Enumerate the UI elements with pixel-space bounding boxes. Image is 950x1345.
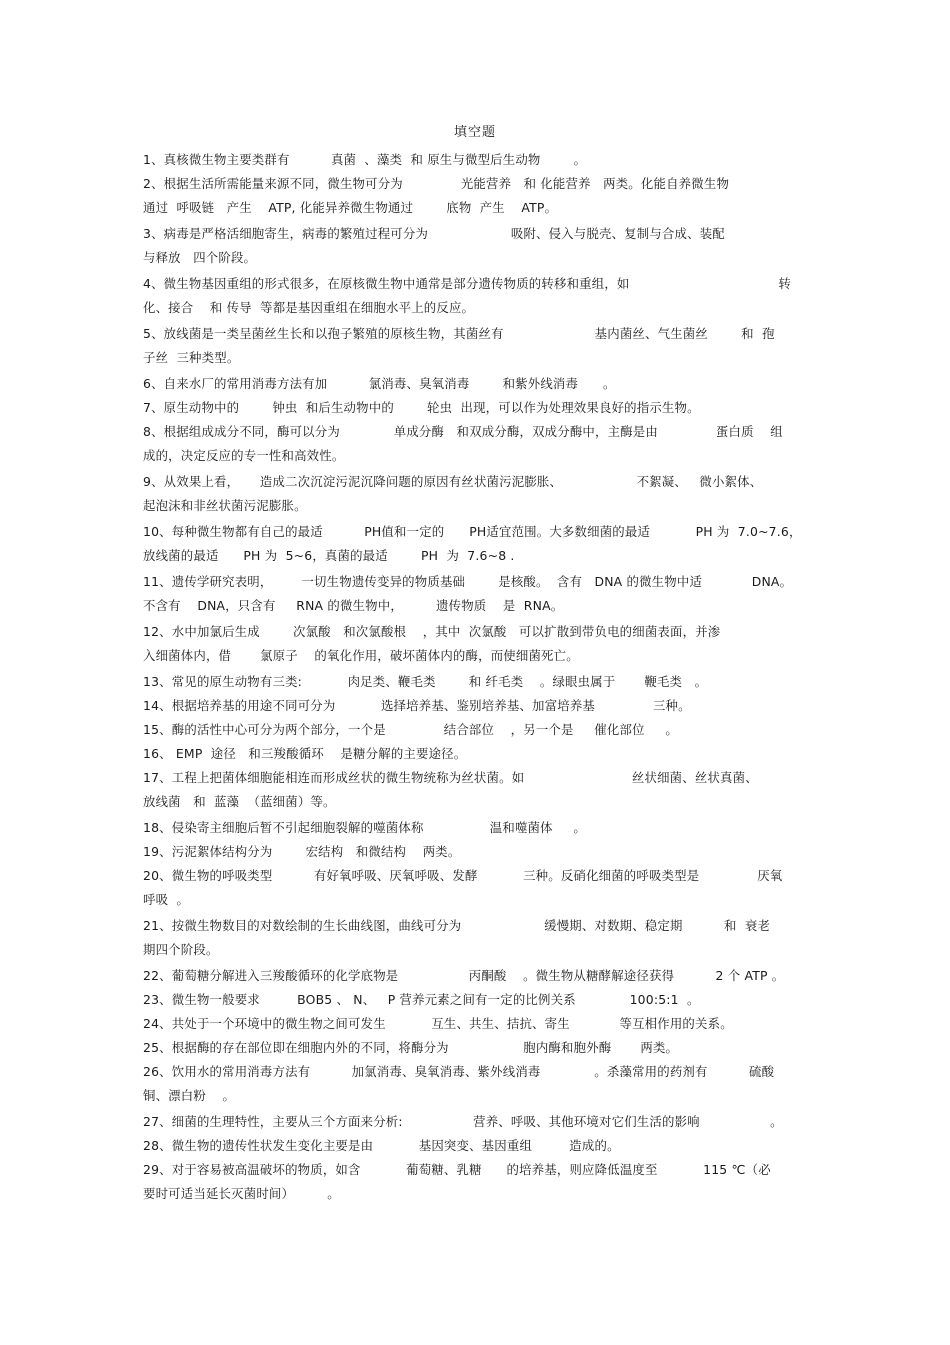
question-item-16: 16、 EMP 途径 和三羧酸循环 是糖分解的主要途径。	[143, 746, 467, 761]
question-item-28: 28、微生物的遗传性状发生变化主要是由 基因突变、基因重组 造成的。	[143, 1138, 620, 1153]
question-item-3: 3、病毒是严格活细胞寄生，病毒的繁殖过程可分为 吸附、侵入与脱壳、复制与合成、装配 与释放 四个阶段。	[143, 226, 725, 265]
question-item-17: 17、工程上把菌体细胞能相连而形成丝状的微生物统称为丝状菌。如 丝状细菌、丝状真菌、 放线菌 和 蓝藻 （蓝细菌）等。	[143, 770, 758, 809]
question-item-4: 4、微生物基因重组的形式很多，在原核微生物中通常是部分遗传物质的转移和重组，如 转 化、接合 和 传导 等都是基因重组在细胞水平上的反应。	[143, 276, 792, 315]
question-item-10: 10、每种微生物都有自己的最适 PH值和一定的 PH适宜范围。大多数细菌的最适 PH 为 7.0~7.6， 放线菌的最适 PH 为 5~6，真菌的最适 PH 为 7.6~8 .	[143, 524, 802, 563]
question-item-13: 13、常见的原生动物有三类: 肉足类、鞭毛类 和 纤毛类 。绿眼虫属于 鞭毛类 。	[143, 674, 708, 689]
question-item-21: 21、按微生物数目的对数绘制的生长曲线图，曲线可分为 缓慢期、对数期、稳定期 和 衰老 期四个阶段。	[143, 918, 771, 957]
question-item-27: 27、细菌的生理特性，主要从三个方面来分析: 营养、呼吸、其他环境对它们生活的影响 。	[143, 1114, 783, 1129]
question-item-22: 22、葡萄糖分解进入三羧酸循环的化学底物是 丙酮酸 。微生物从糖酵解途径获得 2 个 ATP 。	[143, 968, 785, 983]
question-item-6: 6、自来水厂的常用消毒方法有加 氯消毒、臭氧消毒 和紫外线消毒 。	[143, 376, 616, 391]
question-item-1: 1、真核微生物主要类群有 真菌 、藻类 和 原生与微型后生动物 。	[143, 152, 587, 167]
page-title: 填空题	[453, 125, 496, 140]
question-item-18: 18、侵染寄主细胞后暂不引起细胞裂解的噬菌体称 温和噬菌体 。	[143, 820, 587, 835]
question-item-26: 26、饮用水的常用消毒方法有 加氯消毒、臭氧消毒、紫外线消毒 。杀藻常用的药剂有 硫酸 铜、漂白粉 。	[143, 1064, 775, 1103]
question-item-11: 11、遗传学研究表明， 一切生物遗传变异的物质基础 是核酸。 含有 DNA 的微生物中适 DNA。 不含有 DNA，只含有 RNA 的微生物中， 遗传物质 是 RNA。	[143, 574, 793, 613]
question-item-2: 2、根据生活所需能量来源不同，微生物可分为 光能营养 和 化能营养 两类。化能自养微生物 通过 呼吸链 产生 ATP, 化能异养微生物通过 底物 产生 ATP。	[143, 176, 730, 215]
question-item-15: 15、酶的活性中心可分为两个部分，一个是 结合部位 ，另一个是 催化部位 。	[143, 722, 678, 737]
question-item-14: 14、根据培养基的用途不同可分为 选择培养基、鉴别培养基、加富培养基 三种。	[143, 698, 691, 713]
question-item-12: 12、水中加氯后生成 次氯酸 和次氯酸根 ，其中 次氯酸 可以扩散到带负电的细菌表面，并渗 入细菌体内，借 氯原子 的氧化作用，破坏菌体内的酶，而使细菌死亡。	[143, 624, 721, 663]
question-item-25: 25、根据酶的存在部位即在细胞内外的不同，将酶分为 胞内酶和胞外酶 两类。	[143, 1040, 679, 1055]
question-item-23: 23、微生物一般要求 BOB5 、 N、 P 营养元素之间有一定的比例关系 100:5:1 。	[143, 992, 700, 1007]
question-list	[143, 148, 815, 1208]
question-item-5: 5、放线菌是一类呈菌丝生长和以孢子繁殖的原核生物，其菌丝有 基内菌丝、气生菌丝 和 孢 子丝 三种类型。	[143, 326, 775, 365]
question-item-8: 8、根据组成成分不同，酶可以分为 单成分酶 和双成分酶，双成分酶中，主酶是由 蛋白质 组 成的，决定反应的专一性和高效性。	[143, 424, 783, 463]
question-item-9: 9、从效果上看， 造成二次沉淀污泥沉降问题的原因有丝状菌污泥膨胀、 不絮凝、 微小絮体、 起泡沫和非丝状菌污泥膨胀。	[143, 474, 763, 513]
question-item-7: 7、原生动物中的 钟虫 和后生动物中的 轮虫 出现，可以作为处理效果良好的指示生物。	[143, 400, 700, 415]
question-item-19: 19、污泥絮体结构分为 宏结构 和微结构 两类。	[143, 844, 461, 859]
question-item-24: 24、共处于一个环境中的微生物之间可发生 互生、共生、拮抗、寄生 等互相作用的关系。	[143, 1016, 733, 1031]
question-item-29: 29、对于容易被高温破坏的物质，如含 葡萄糖、乳糖 的培养基，则应降低温度至 115 ℃（必 要时可适当延长灭菌时间） 。	[143, 1162, 771, 1201]
question-item-20: 20、微生物的呼吸类型 有好氧呼吸、厌氧呼吸、发酵 三种。反硝化细菌的呼吸类型是 厌氧 呼吸 。	[143, 868, 783, 907]
